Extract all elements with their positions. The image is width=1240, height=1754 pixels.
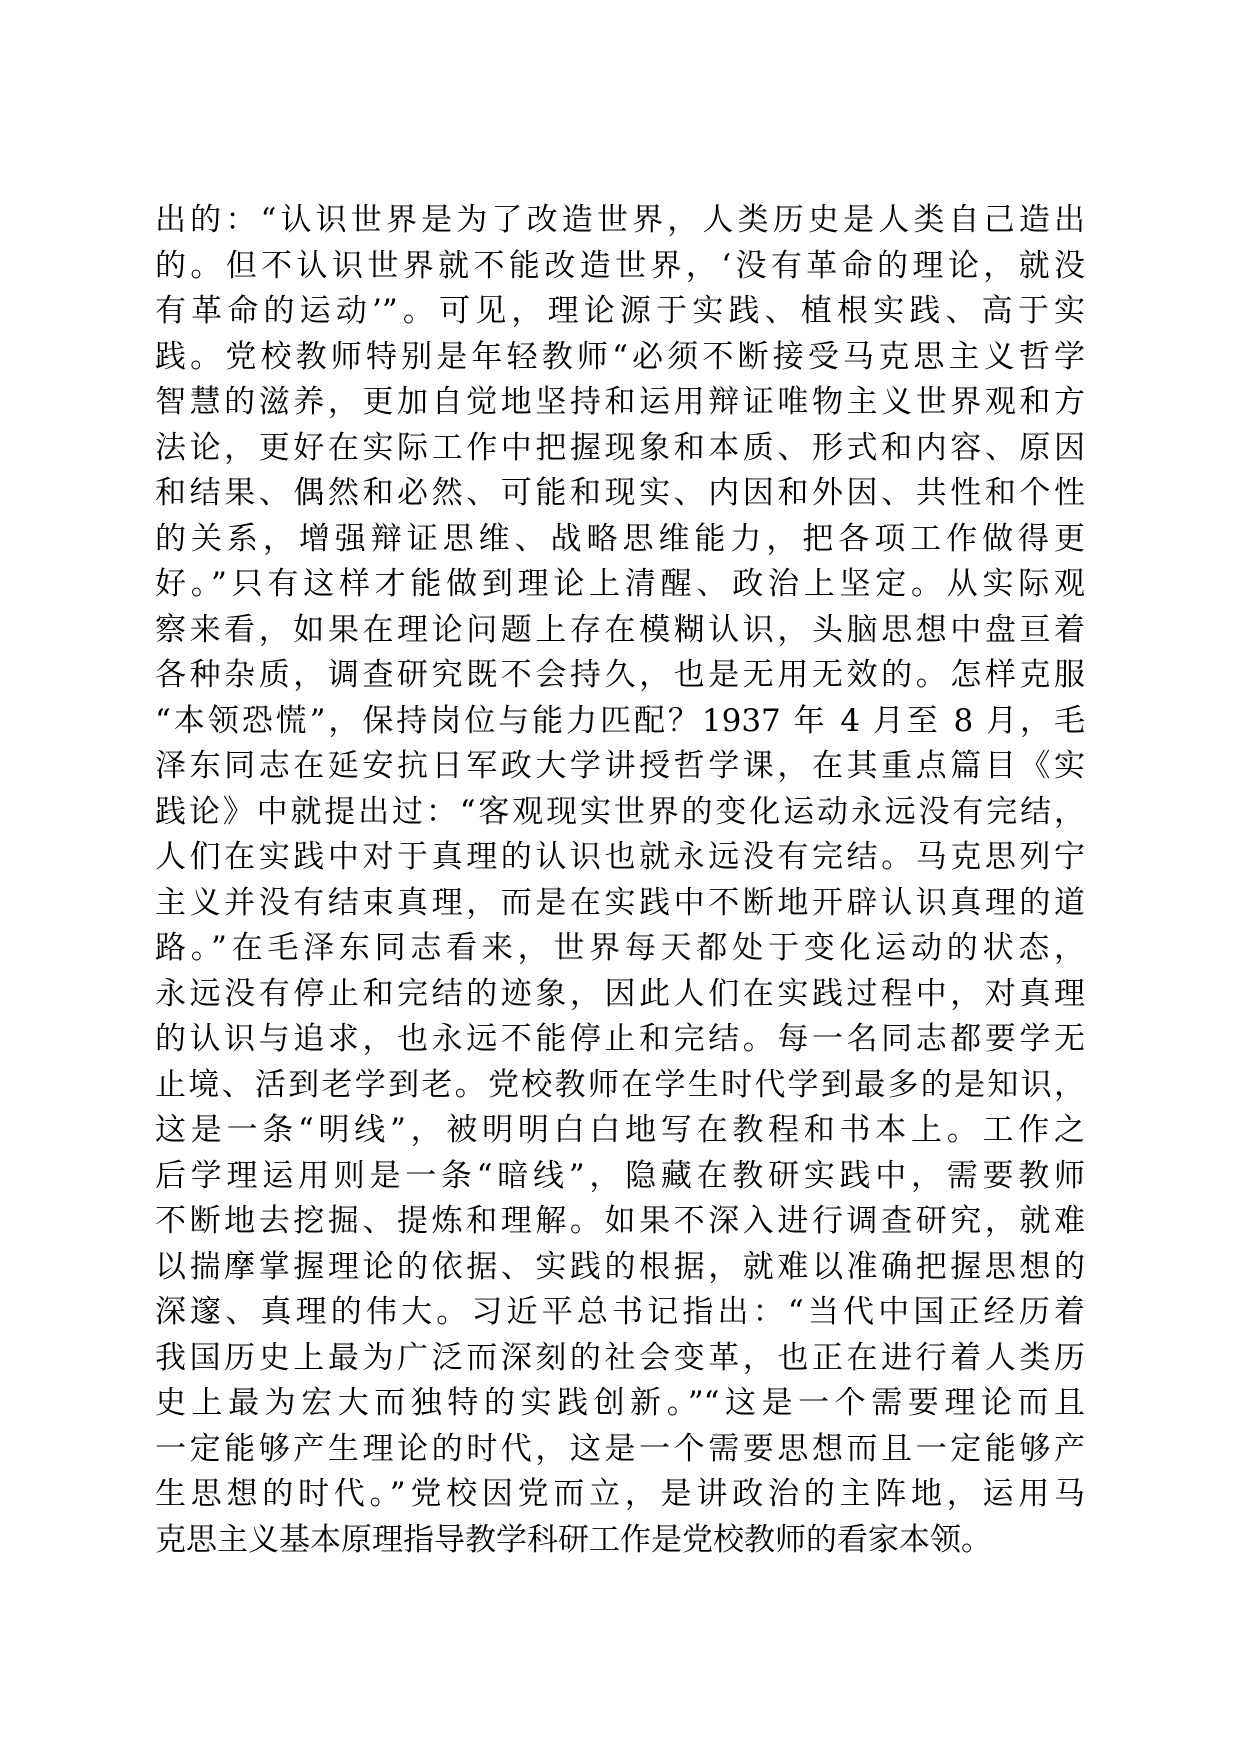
text-line: 人们在实践中对于真理的认识也就永远没有完结。马克思列宁 <box>155 839 1085 875</box>
text-line: 好。”只有这样才能做到理论上清醒、政治上坚定。从实际观 <box>155 566 1085 602</box>
text-line: 后学理运用则是一条“暗线”，隐藏在教研实践中，需要教师 <box>155 1157 1085 1194</box>
text-line: 有革命的运动’”。可见，理论源于实践、植根实践、高于实 <box>155 293 1085 329</box>
text-line: 不断地去挖掘、提炼和理解。如果不深入进行调查研究，就难 <box>155 1203 1085 1239</box>
text-line: 我国历史上最为广泛而深刻的社会变革，也正在进行着人类历 <box>155 1339 1085 1376</box>
text-line: 智慧的滋养，更加自觉地坚持和运用辩证唯物主义世界观和方 <box>155 384 1085 420</box>
text-line: 察来看，如果在理论问题上存在模糊认识，头脑思想中盘亘着 <box>155 611 1085 648</box>
text-line: 深邃、真理的伟大。习近平总书记指出：“当代中国正经历着 <box>155 1294 1085 1330</box>
text-line: 克思主义基本原理指导教学科研工作是党校教师的看家本领。 <box>155 1521 992 1558</box>
text-line: 止境、活到老学到老。党校教师在学生时代学到最多的是知识， <box>155 1066 1085 1103</box>
text-line: 泽东同志在延安抗日军政大学讲授哲学课，在其重点篇目《实 <box>155 748 1085 784</box>
body-text <box>155 198 1085 1563</box>
text-line: 以揣摩掌握理论的依据、实践的根据，就难以准确把握思想的 <box>155 1248 1085 1285</box>
text-line: 这是一条“明线”，被明明白白地写在教程和书本上。工作之 <box>155 1112 1085 1148</box>
text-line: 路。”在毛泽东同志看来，世界每天都处于变化运动的状态， <box>155 930 1085 966</box>
text-line: 践。党校教师特别是年轻教师“必须不断接受马克思主义哲学 <box>155 338 1085 375</box>
text-line: 和结果、偶然和必然、可能和现实、内因和外因、共性和个性 <box>155 475 1085 511</box>
text-line: 永远没有停止和完结的迹象，因此人们在实践过程中，对真理 <box>155 975 1085 1012</box>
text-line: 史上最为宏大而独特的实践创新。”“这是一个需要理论而且 <box>155 1385 1085 1421</box>
text-line: “本领恐慌”，保持岗位与能力匹配？1937 年 4 月至 8 月，毛 <box>155 702 1085 739</box>
text-line: 践论》中就提出过：“客观现实世界的变化运动永远没有完结， <box>155 793 1085 830</box>
text-line: 法论，更好在实际工作中把握现象和本质、形式和内容、原因 <box>155 429 1085 466</box>
text-line: 的认识与追求，也永远不能停止和完结。每一名同志都要学无 <box>155 1021 1085 1057</box>
text-line: 出的：“认识世界是为了改造世界，人类历史是人类自己造出 <box>155 202 1085 238</box>
text-line: 生思想的时代。”党校因党而立，是讲政治的主阵地，运用马 <box>155 1476 1085 1512</box>
text-line: 一定能够产生理论的时代，这是一个需要思想而且一定能够产 <box>155 1430 1085 1467</box>
text-line: 的关系，增强辩证思维、战略思维能力，把各项工作做得更 <box>155 520 1085 557</box>
text-line: 的。但不认识世界就不能改造世界，‘没有革命的理论，就没 <box>155 247 1085 284</box>
text-line: 各种杂质，调查研究既不会持久，也是无用无效的。怎样克服 <box>155 657 1085 693</box>
text-line: 主义并没有结束真理，而是在实践中不断地开辟认识真理的道 <box>155 884 1085 921</box>
